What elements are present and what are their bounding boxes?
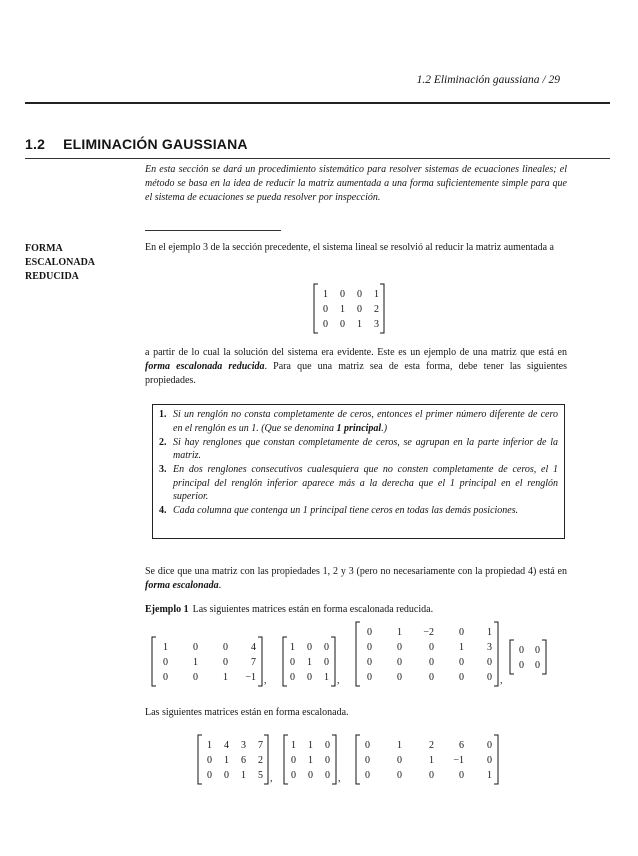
matrix-entry: 0 — [429, 671, 434, 683]
matrix-entry: 7 — [258, 739, 263, 751]
running-header: 1.2 Eliminación gaussiana / 29 — [416, 74, 560, 86]
matrix-entry: 2 — [429, 739, 434, 751]
matrix-entry: 0 — [193, 641, 198, 653]
matrix-entry: 0 — [459, 671, 464, 683]
property-number: 2. — [159, 436, 167, 448]
matrix-left-bracket — [284, 735, 288, 784]
side-label-line: FORMA — [25, 243, 63, 254]
matrix-entry: 0 — [367, 626, 372, 638]
matrix-separator: , — [338, 773, 341, 784]
section-number: 1.2 — [25, 136, 46, 152]
matrix-separator: , — [337, 675, 340, 686]
matrix-entry: 5 — [258, 769, 263, 781]
matrix-left-bracket — [152, 637, 156, 686]
matrix-entry: 3 — [374, 318, 379, 330]
property-number: 4. — [159, 505, 167, 516]
matrix-entry: 0 — [487, 739, 492, 751]
matrix-entry: 1 — [429, 754, 434, 766]
matrix-entry: 0 — [163, 671, 168, 683]
matrix-entry: 1 — [357, 318, 362, 330]
matrix-entry: −2 — [423, 626, 434, 638]
property-number: 1. — [159, 409, 167, 420]
text-run: Se dice que una matriz con las propiedades 1, 2 y 3 (pero no necesariamente con la propiedad 4) está en — [145, 566, 567, 577]
matrix-right-bracket — [258, 637, 262, 686]
matrix-entry: 1 — [163, 641, 168, 653]
matrix-entry: 0 — [307, 641, 312, 653]
matrix-entry: 3 — [241, 739, 246, 751]
matrix-separator: , — [264, 675, 267, 686]
matrix-entry: 0 — [291, 769, 296, 781]
text-run: a partir de lo cual la solución del sistema era evidente. Este es un ejemplo de una matriz que está en — [145, 347, 567, 358]
matrix-entry: 0 — [365, 739, 370, 751]
matrix-entry: 2 — [258, 754, 263, 766]
matrix-entry: 0 — [487, 671, 492, 683]
matrix-entry: 0 — [367, 656, 372, 668]
matrix-entry: 1 — [224, 754, 229, 766]
matrix-entry: 0 — [325, 754, 330, 766]
matrix-entry: 1 — [241, 769, 246, 781]
property-text: En dos renglones consecutivos cualesquiera que no consten completamente de ceros, el 1 principal del renglón inferior aparece más a la derecha que el 1 principal en el renglón superior. — [173, 464, 558, 502]
property-text: Cada columna que contenga un 1 principal tiene ceros en todas las demás posiciones. — [173, 505, 519, 516]
matrix-entry: 0 — [223, 641, 228, 653]
matrix-left-bracket — [356, 735, 360, 784]
matrix-entry: 2 — [374, 303, 379, 315]
matrix-entry: 1 — [308, 754, 313, 766]
matrix-separator: , — [270, 773, 273, 784]
matrix-entry: 0 — [290, 656, 295, 668]
matrix-entry: 0 — [429, 641, 434, 653]
section-title: ELIMINACIÓN GAUSSIANA — [63, 136, 248, 152]
text-run: .) — [381, 422, 388, 434]
matrix-entry: 0 — [367, 641, 372, 653]
matrix-entry: 0 — [357, 303, 362, 315]
matrix-entry: 0 — [397, 671, 402, 683]
defined-term: forma escalonada — [145, 580, 219, 591]
matrix-entry: 0 — [535, 644, 540, 656]
matrix-entry: 0 — [459, 769, 464, 781]
matrix-entry: 4 — [251, 641, 256, 653]
matrix-entry: 0 — [290, 671, 295, 683]
matrix-entry: 0 — [207, 754, 212, 766]
matrix-entry: 0 — [307, 671, 312, 683]
matrix-left-bracket — [198, 735, 202, 784]
text-run: Si un renglón no consta completamente de ceros, entonces el primer número diferente de cero en el renglón es un 1. (Que se denomina — [173, 409, 558, 434]
example-label: Ejemplo 1 — [145, 604, 189, 615]
matrix-entry: 0 — [519, 644, 524, 656]
matrix-entry: 1 — [397, 739, 402, 751]
matrix-left-bracket — [314, 284, 318, 333]
matrix-right-bracket — [380, 284, 384, 333]
matrix-entry: 0 — [308, 769, 313, 781]
matrix-entry: 0 — [224, 769, 229, 781]
matrix-entry: 0 — [397, 656, 402, 668]
matrix-entry: 1 — [324, 671, 329, 683]
matrix-entry: 0 — [459, 626, 464, 638]
matrix-entry: 1 — [323, 288, 328, 300]
matrix-entry: 0 — [193, 671, 198, 683]
matrix-right-bracket — [332, 735, 336, 784]
matrix-entry: 0 — [459, 656, 464, 668]
matrix-entry: −1 — [453, 754, 464, 766]
matrix-entry: 1 — [308, 739, 313, 751]
matrix-entry: 0 — [397, 754, 402, 766]
matrix-entry: 0 — [223, 656, 228, 668]
text-run: . Para que una matriz sea de esta forma, debe tener las siguientes propiedades. — [145, 361, 568, 386]
matrix-entry: 0 — [365, 769, 370, 781]
matrix-entry: −1 — [245, 671, 256, 683]
matrix-right-bracket — [264, 735, 268, 784]
matrix-left-bracket — [356, 622, 360, 686]
matrix-entry: 0 — [323, 303, 328, 315]
matrix-right-bracket — [331, 637, 335, 686]
matrix-entry: 0 — [323, 318, 328, 330]
matrix-right-bracket — [494, 622, 498, 686]
matrix-entry: 6 — [459, 739, 464, 751]
matrix-entry: 0 — [340, 288, 345, 300]
matrix-entry: 1 — [223, 671, 228, 683]
matrix-entry: 0 — [397, 641, 402, 653]
matrix-entry: 0 — [324, 641, 329, 653]
matrix-entry: 1 — [193, 656, 198, 668]
intro-paragraph: En esta sección se dará un procedimiento sistemático para resolver sistemas de ecuaciones lineales; el método se basa en la idea de reducir la matriz aumentada a una forma suficientemente simple para que el sistema de ecuaciones se pueda resolver por inspección. — [145, 164, 567, 203]
matrix-entry: 1 — [374, 288, 379, 300]
example-text: Las siguientes matrices están en forma escalonada reducida. — [192, 604, 434, 615]
paragraph-echelon-examples: Las siguientes matrices están en forma escalonada. — [145, 707, 349, 718]
matrix-right-bracket — [542, 640, 546, 674]
matrix-entry: 1 — [290, 641, 295, 653]
matrix-entry: 0 — [487, 754, 492, 766]
matrix-entry: 0 — [429, 656, 434, 668]
matrix-entry: 4 — [224, 739, 229, 751]
matrix-right-bracket — [494, 735, 498, 784]
matrix-entry: 0 — [325, 739, 330, 751]
matrix-entry: 0 — [535, 659, 540, 671]
matrix-entry: 1 — [397, 626, 402, 638]
property-number: 3. — [159, 464, 167, 475]
matrix-left-bracket — [283, 637, 287, 686]
matrix-entry: 0 — [207, 769, 212, 781]
matrix-entry: 0 — [291, 754, 296, 766]
matrix-entry: 0 — [487, 656, 492, 668]
matrix-entry: 0 — [519, 659, 524, 671]
matrix-entry: 1 — [487, 769, 492, 781]
matrix-left-bracket — [510, 640, 514, 674]
matrix-entry: 0 — [324, 656, 329, 668]
emphasized-term: 1 principal — [336, 422, 382, 434]
matrix-entry: 1 — [340, 303, 345, 315]
matrix-entry: 0 — [340, 318, 345, 330]
paragraph-intro-example: En el ejemplo 3 de la sección precedente, el sistema lineal se resolvió al reducir la matriz aumentada a — [145, 242, 554, 253]
matrix-entry: 1 — [307, 656, 312, 668]
side-label-line: ESCALONADA — [25, 257, 96, 268]
matrix-entry: 1 — [459, 641, 464, 653]
matrix-separator: , — [500, 675, 503, 686]
side-label-line: REDUCIDA — [25, 271, 79, 282]
matrix-entry: 3 — [487, 641, 492, 653]
defined-term: forma escalonada reducida — [145, 361, 265, 372]
matrix-entry: 0 — [367, 671, 372, 683]
matrix-entry: 0 — [325, 769, 330, 781]
property-text: Si hay renglones que constan completamente de ceros, se agrupan en la parte inferior de la matriz. — [173, 436, 558, 461]
matrix-entry: 1 — [487, 626, 492, 638]
matrix-entry: 0 — [429, 769, 434, 781]
matrix-entry: 0 — [163, 656, 168, 668]
text-run: . — [218, 580, 222, 591]
matrix-entry: 0 — [365, 754, 370, 766]
matrix-entry: 1 — [207, 739, 212, 751]
matrix-entry: 7 — [251, 656, 256, 668]
matrix-entry: 6 — [241, 754, 246, 766]
matrix-entry: 0 — [397, 769, 402, 781]
matrix-entry: 1 — [291, 739, 296, 751]
matrix-entry: 0 — [357, 288, 362, 300]
